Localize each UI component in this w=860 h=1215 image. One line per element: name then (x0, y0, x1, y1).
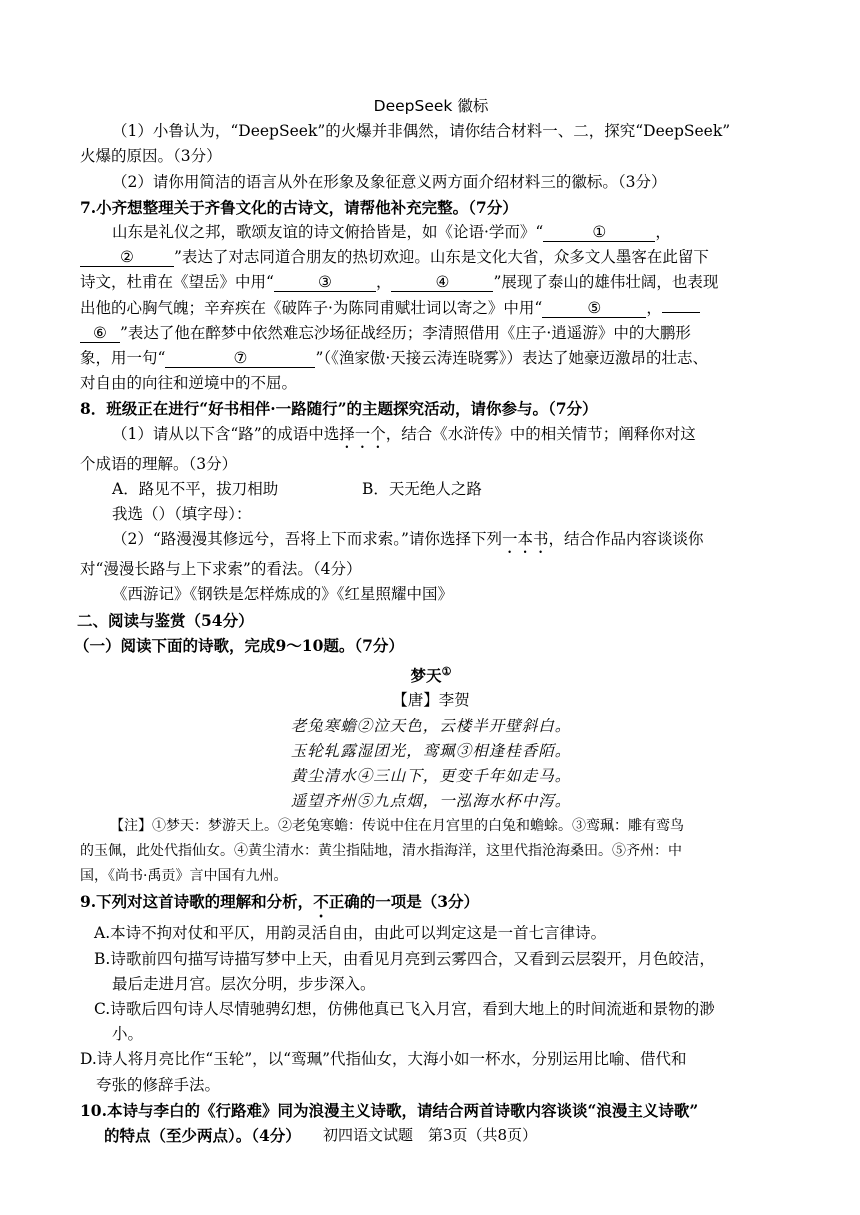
section-title: 二、阅读与鉴赏（54分） (77, 610, 254, 630)
q7-title: 7.小齐想整理关于齐鲁文化的古诗文，请帮他补充完整。（7分） (80, 197, 518, 217)
q9-title: 9.下列对这首诗歌的理解和分析，不正确的一项是（3分） (80, 892, 479, 912)
exam-page (74, 94, 782, 1148)
poem-title: 梦天① (410, 665, 452, 686)
q7-line3: 诗文，杜甫在《望岳》中用“ ③ ， ④ ”展现了泰山的雄伟壮阔，也表现 (80, 273, 719, 292)
q9-option-d-cont: 夸张的修辞手法。 (96, 1075, 221, 1094)
q8-part2: （2）“路漫漫其修远兮，吾将上下而求索。”请你选择下列一本书，结合作品内容谈谈你 (112, 530, 704, 549)
blank-6[interactable]: ⑥ (80, 324, 120, 343)
q6-part1: （1）小鲁认为，“DeepSeek”的火爆并非偶然，请你结合材料一、二，探究“DeepSeek” (112, 122, 731, 141)
poem-line: 玉轮轧露湿团光，鸾珮③相逢桂香陌。 (290, 741, 572, 760)
q8-part1-cont: 个成语的理解。（3分） (80, 454, 238, 473)
q10-title: 10.本诗与李白的《行路难》同为浪漫主义诗歌，请结合两首诗歌内容谈谈“浪漫主义诗歌” (80, 1100, 699, 1120)
option-b[interactable]: B．天无绝人之路 (362, 479, 482, 498)
blank-4[interactable]: ④ (391, 273, 493, 292)
badge-caption: DeepSeek 徽标 (373, 97, 489, 115)
poem-line: 老兔寒蟾②泣天色，云楼半开壁斜白。 (290, 716, 572, 735)
poem-author: 【唐】李贺 (392, 691, 470, 710)
q8-part2-cont: 对“漫漫长路与上下求索”的看法。（4分） (80, 560, 362, 579)
q7-line5: ⑥ ”表达了他在醉梦中依然难忘沙场征战经历；李清照借用《庄子·逍遥游》中的大鹏形 (80, 321, 782, 346)
page-footer: 初四语文试题 第3页（共8页） (322, 1126, 538, 1144)
poem-line: 黄尘清水④三山下，更变千年如走马。 (290, 767, 572, 786)
section-subtitle: （一）阅读下面的诗歌，完成9～10题。（7分） (74, 635, 404, 655)
q7-line7: 对自由的向往和逆境中的不屈。 (80, 374, 298, 393)
blank-1[interactable]: ① (543, 223, 655, 242)
q9-option-d[interactable]: D.诗人将月亮比作“玉轮”，以“鸾珮”代指仙女，大海小如一杯水，分别运用比喻、借代和 (80, 1050, 687, 1069)
poem-note: 【注】①梦天：梦游天上。②老兔寒蟾：传说中住在月宫里的白兔和蟾蜍。③鸾珮：雕有鸾鸟 (110, 818, 684, 835)
blank-7[interactable]: ⑦ (165, 349, 315, 368)
q7-line6: 象，用一句“ ⑦ ”（《渔家傲·天接云涛连晓雾》）表达了她豪迈激昂的壮志、 (80, 349, 709, 368)
option-a[interactable]: A．路见不平，拔刀相助 (112, 479, 279, 498)
q9-option-b[interactable]: B.诗歌前四句描写诗描写梦中上天，由看见月亮到云雾四合，又看到云层裂开，月色皎洁， (94, 949, 715, 968)
q8-choose: 我选（）（填字母）： (112, 505, 252, 524)
q9-option-c-cont: 小。 (112, 1025, 144, 1044)
q8-part1: （1）请从以下含“路”的成语中选择一个，结合《水浒传》中的相关情节；阐释你对这 (112, 424, 696, 443)
q6-part1-cont: 火爆的原因。（3分） (80, 147, 222, 166)
q9-option-c[interactable]: C.诗歌后四句诗人尽情驰骋幻想，仿佛他真已飞入月宫，看到大地上的时间流逝和景物的渺 (94, 1000, 715, 1019)
poem-note: 国，《尚书·禹贡》言中国有九州。 (80, 868, 288, 885)
q10-title-cont: 的特点（至少两点）。（4分） (104, 1126, 301, 1146)
q7-line4: 出他的心胸气魄；辛弃疾在《破阵子·为陈同甫赋壮词以寄之》中用“ ⑤ ， (80, 296, 782, 321)
blank-5[interactable]: ⑤ (542, 299, 646, 318)
q9-option-b-cont: 最后走进月宫。层次分明，步步深入。 (112, 974, 376, 993)
book-list: 《西游记》《钢铁是怎样炼成的》《红星照耀中国》 (112, 585, 454, 604)
poem-line: 遥望齐州⑤九点烟，一泓海水杯中泻。 (290, 792, 572, 811)
blank-3[interactable]: ③ (274, 273, 376, 292)
q7-line2: ② ”表达了对志同道合朋友的热切欢迎。山东是文化大省，众多文人墨客在此留下 (80, 245, 782, 270)
blank-2[interactable]: ② (80, 248, 174, 267)
q9-option-a[interactable]: A.本诗不拘对仗和平仄，用韵灵活自由，由此可以判定这是一首七言律诗。 (94, 924, 607, 943)
poem-note: 的玉佩，此处代指仙女。④黄尘清水：黄尘指陆地，清水指海洋，这里代指沧海桑田。⑤齐州：中 (80, 843, 682, 860)
q7-line1: 山东是礼仪之邦，歌颂友谊的诗文俯拾皆是，如《论语·学而》“ ① ， (112, 223, 671, 242)
q6-part2: （2）请你用简洁的语言从外在形象及象征意义两方面介绍材料三的徽标。（3分） (112, 172, 667, 191)
q8-options (80, 477, 782, 502)
q8-title: 8．班级正在进行“好书相伴·一路随行”的主题探究活动，请你参与。（7分） (80, 399, 598, 419)
